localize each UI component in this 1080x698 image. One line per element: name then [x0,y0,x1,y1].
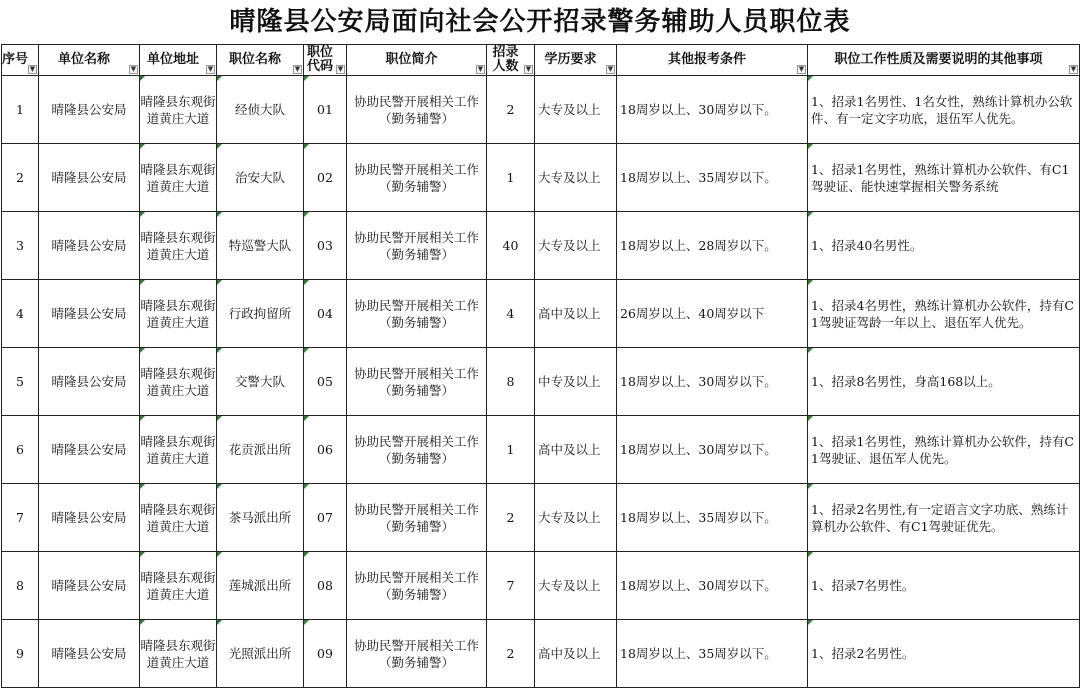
filter-dropdown-icon[interactable]: ▼ [337,65,344,73]
header-label: 职位名称 [228,52,281,67]
cell-notes[interactable]: 1、招录8名男性，身高168以上。 [808,348,1080,416]
cell-address[interactable]: 晴隆县东观街道黄庄大道 [140,280,217,348]
cell-intro[interactable]: 协助民警开展相关工作（勤务辅警） [347,484,487,552]
cell-seq[interactable]: 3 [2,212,39,280]
cell-position[interactable]: 治安大队 [217,144,304,212]
cell-count[interactable]: 40 [487,212,535,280]
cell-unit[interactable]: 晴隆县公安局 [39,620,140,688]
cell-position[interactable]: 茶马派出所 [217,484,304,552]
filter-dropdown-icon[interactable]: ▼ [798,65,805,73]
cell-position[interactable]: 行政拘留所 [217,280,304,348]
cell-address[interactable]: 晴隆县东观街道黄庄大道 [140,620,217,688]
cell-other-conditions[interactable]: 18周岁以上、30周岁以下。 [617,416,808,484]
cell-education[interactable]: 大专及以上 [535,552,617,620]
header-label: 单位名称 [57,52,110,67]
header-pos[interactable] [217,45,304,76]
cell-code[interactable]: 02 [304,144,347,212]
cell-intro[interactable]: 协助民警开展相关工作（勤务辅警） [347,144,487,212]
cell-education[interactable]: 大专及以上 [535,144,617,212]
filter-dropdown-icon[interactable]: ▼ [29,65,36,73]
header-row [2,45,1080,76]
header-edu[interactable] [535,45,617,76]
cell-unit[interactable]: 晴隆县公安局 [39,144,140,212]
filter-dropdown-icon[interactable]: ▼ [294,65,301,73]
table-row [2,348,1080,416]
cell-education[interactable]: 大专及以上 [535,76,617,144]
cell-count[interactable]: 7 [487,552,535,620]
cell-seq[interactable]: 5 [2,348,39,416]
table-row [2,416,1080,484]
cell-intro[interactable]: 协助民警开展相关工作（勤务辅警） [347,348,487,416]
cell-unit[interactable]: 晴隆县公安局 [39,416,140,484]
cell-seq[interactable]: 2 [2,144,39,212]
header-label: 职位工作性质及需要说明的其他事项 [834,52,1043,67]
cell-unit[interactable]: 晴隆县公安局 [39,212,140,280]
cell-other-conditions[interactable]: 18周岁以上、30周岁以下。 [617,76,808,144]
cell-notes[interactable]: 1、招录1名男性、1名女性，熟练计算机办公软件、有一定文字功底，退伍军人优先。 [808,76,1080,144]
cell-seq[interactable]: 8 [2,552,39,620]
header-label: 序号 [2,52,29,67]
cell-code[interactable]: 01 [304,76,347,144]
cell-code[interactable]: 04 [304,280,347,348]
table-row [2,484,1080,552]
cell-code[interactable]: 03 [304,212,347,280]
cell-notes[interactable]: 1、招录4名男性，熟练计算机办公软件，持有C1驾驶证驾龄一年以上、退伍军人优先。 [808,280,1080,348]
cell-intro[interactable]: 协助民警开展相关工作（勤务辅警） [347,620,487,688]
cell-position[interactable]: 特巡警大队 [217,212,304,280]
cell-position[interactable]: 光照派出所 [217,620,304,688]
cell-seq[interactable]: 6 [2,416,39,484]
cell-intro[interactable]: 协助民警开展相关工作（勤务辅警） [347,416,487,484]
header-label: 其他报考条件 [667,52,746,67]
cell-education[interactable]: 中专及以上 [535,348,617,416]
cell-education[interactable]: 高中及以上 [535,280,617,348]
cell-other-conditions[interactable]: 18周岁以上、30周岁以下。 [617,348,808,416]
table-row [2,280,1080,348]
cell-notes[interactable]: 1、招录1名男性，熟练计算机办公软件，持有C1驾驶证、退伍军人优先。 [808,416,1080,484]
cell-position[interactable]: 经侦大队 [217,76,304,144]
header-count[interactable] [487,45,535,76]
cell-position[interactable]: 花贡派出所 [217,416,304,484]
cell-intro[interactable]: 协助民警开展相关工作（勤务辅警） [347,212,487,280]
filter-dropdown-icon[interactable]: ▼ [207,65,214,73]
header-addr[interactable] [140,45,217,76]
cell-count[interactable]: 2 [487,76,535,144]
header-other[interactable] [617,45,808,76]
table-row [2,76,1080,144]
cell-code[interactable]: 07 [304,484,347,552]
cell-position[interactable]: 交警大队 [217,348,304,416]
cell-other-conditions[interactable]: 18周岁以上、30周岁以下。 [617,552,808,620]
filter-dropdown-icon[interactable]: ▼ [477,65,484,73]
cell-intro[interactable]: 协助民警开展相关工作（勤务辅警） [347,280,487,348]
cell-unit[interactable]: 晴隆县公安局 [39,280,140,348]
cell-notes[interactable]: 1、招录2名男性,有一定语言文字功底、熟练计算机办公软件、有C1驾驶证优先。 [808,484,1080,552]
header-label: 职位代码 [306,45,333,74]
cell-code[interactable]: 05 [304,348,347,416]
cell-seq[interactable]: 4 [2,280,39,348]
cell-count[interactable]: 2 [487,484,535,552]
cell-count[interactable]: 1 [487,144,535,212]
cell-seq[interactable]: 7 [2,484,39,552]
header-label: 学历要求 [544,52,597,67]
page-title: 晴隆县公安局面向社会公开招录警务辅助人员职位表 [229,7,851,37]
header-seq[interactable] [2,45,39,76]
cell-education[interactable]: 大专及以上 [535,212,617,280]
cell-unit[interactable]: 晴隆县公安局 [39,76,140,144]
header-intro[interactable] [347,45,487,76]
cell-education[interactable]: 大专及以上 [535,484,617,552]
cell-count[interactable]: 1 [487,416,535,484]
filter-dropdown-icon[interactable]: ▼ [607,65,614,73]
cell-seq[interactable]: 1 [2,76,39,144]
filter-dropdown-icon[interactable]: ▼ [525,65,532,73]
cell-other-conditions[interactable]: 18周岁以上、35周岁以下。 [617,144,808,212]
cell-address[interactable]: 晴隆县东观街道黄庄大道 [140,76,217,144]
header-unit[interactable] [39,45,140,76]
cell-education[interactable]: 高中及以上 [535,416,617,484]
cell-unit[interactable]: 晴隆县公安局 [39,348,140,416]
cell-other-conditions[interactable]: 18周岁以上、28周岁以下。 [617,212,808,280]
cell-code[interactable]: 09 [304,620,347,688]
cell-position[interactable]: 莲城派出所 [217,552,304,620]
header-note[interactable] [808,45,1080,76]
positions-table [1,44,1080,688]
cell-code[interactable]: 08 [304,552,347,620]
cell-address[interactable]: 晴隆县东观街道黄庄大道 [140,416,217,484]
filter-dropdown-icon[interactable]: ▼ [1070,65,1077,73]
cell-address[interactable]: 晴隆县东观街道黄庄大道 [140,348,217,416]
cell-intro[interactable]: 协助民警开展相关工作（勤务辅警） [347,76,487,144]
header-label: 单位地址 [146,52,199,67]
cell-count[interactable]: 2 [487,620,535,688]
cell-notes[interactable]: 1、招录1名男性，熟练计算机办公软件、有C1驾驶证、能快速掌握相关警务系统 [808,144,1080,212]
header-code[interactable] [304,45,347,76]
cell-address[interactable]: 晴隆县东观街道黄庄大道 [140,212,217,280]
cell-code[interactable]: 06 [304,416,347,484]
cell-notes[interactable]: 1、招录7名男性。 [808,552,1080,620]
cell-notes[interactable]: 1、招录40名男性。 [808,212,1080,280]
cell-other-conditions[interactable]: 26周岁以上、40周岁以下 [617,280,808,348]
cell-address[interactable]: 晴隆县东观街道黄庄大道 [140,484,217,552]
cell-intro[interactable]: 协助民警开展相关工作（勤务辅警） [347,552,487,620]
header-label: 招录人数 [492,45,519,74]
cell-unit[interactable]: 晴隆县公安局 [39,552,140,620]
table-row [2,212,1080,280]
cell-count[interactable]: 8 [487,348,535,416]
cell-seq[interactable]: 9 [2,620,39,688]
cell-education[interactable]: 高中及以上 [535,620,617,688]
cell-count[interactable]: 4 [487,280,535,348]
cell-notes[interactable]: 1、招录2名男性。 [808,620,1080,688]
cell-address[interactable]: 晴隆县东观街道黄庄大道 [140,552,217,620]
table-row [2,552,1080,620]
cell-other-conditions[interactable]: 18周岁以上、35周岁以下。 [617,620,808,688]
cell-unit[interactable]: 晴隆县公安局 [39,484,140,552]
table-row [2,144,1080,212]
header-label: 职位简介 [385,52,438,67]
table-row [2,620,1080,688]
cell-address[interactable]: 晴隆县东观街道黄庄大道 [140,144,217,212]
cell-other-conditions[interactable]: 18周岁以上、35周岁以下。 [617,484,808,552]
filter-dropdown-icon[interactable]: ▼ [130,65,137,73]
